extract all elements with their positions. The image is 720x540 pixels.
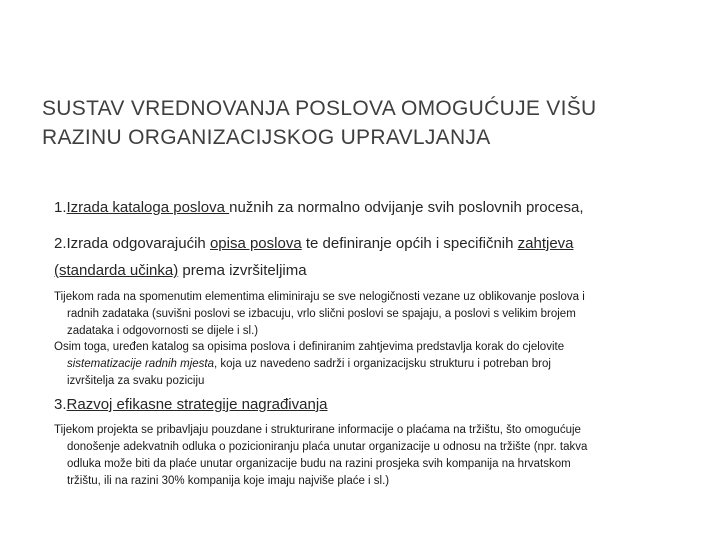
paragraph-2: [54, 339, 664, 390]
paragraph-1: [54, 289, 664, 340]
item1-link-katalog[interactable]: Izrada kataloga poslova: [66, 199, 230, 216]
p1-line-1: Tijekom rada na spomenutim elementima eliminiraju se sve nelogičnosti vezane uz oblikovanje poslova i: [54, 291, 585, 303]
p1-line-3: zadataka i odgovornosti se dijele i sl.): [67, 325, 259, 337]
list-item-2-cont: [54, 262, 674, 279]
item2-link-opis-poslova[interactable]: opisa poslova: [209, 235, 302, 252]
p3-line-3: odluka može biti da plaće unutar organizacije budu na razini prosjeka svih kompanija na hrvatskom: [67, 458, 571, 470]
item2-text-a: 2.Izrada odgovarajućih: [54, 235, 210, 252]
item2-text-b: te definiranje općih i specifičnih: [301, 235, 518, 252]
p3-line-4: tržištu, ili na razini 30% kompanija koje imaju najviše plaće i sl.): [67, 475, 390, 487]
item1-text: nužnih za normalno odvijanje svih poslovnih procesa,: [229, 199, 584, 216]
p2-italic-term: sistematizacije radnih mjesta: [67, 358, 215, 370]
slide-title: [42, 94, 702, 152]
p2-line-3: izvršitelja za svaku poziciju: [67, 375, 205, 387]
item3-number: 3.: [54, 396, 67, 413]
p2-line-1: Osim toga, uređen katalog sa opisima poslova i definiranim zahtjevima predstavlja korak do cjelovite: [54, 341, 565, 353]
list-item-3: [54, 396, 674, 413]
p1-line-2: radnih zadataka (suvišni poslovi se izbacuju, vrlo slični poslovi se spajaju, a poslovi s velikim brojem: [67, 308, 576, 320]
title-line-1: SUSTAV VREDNOVANJA POSLOVA OMOGUĆUJE VIŠU: [42, 97, 597, 120]
item1-number: 1.: [54, 199, 67, 216]
p2-line-2-rest: , koja uz navedeno sadrži i organizacijsku strukturu i potreban broj: [214, 358, 551, 370]
item3-link-nagradjivanje[interactable]: Razvoj efikasne strategije nagrađivanja: [66, 396, 328, 413]
item2-text-c: prema izvršiteljima: [178, 262, 307, 279]
p2-line-2: [54, 356, 664, 373]
item2-link-standarda[interactable]: (standarda učinka): [54, 262, 179, 279]
title-line-2: RAZINU ORGANIZACIJSKOG UPRAVLJANJA: [42, 126, 491, 149]
paragraph-3: [54, 422, 664, 490]
list-item-2: [54, 235, 674, 252]
p3-line-2: donošenje adekvatnih odluka o pozicioniranju plaća unutar organizacije u odnosu na tržište (npr. takva: [67, 441, 588, 453]
p3-line-1: Tijekom projekta se pribavljaju pouzdane i strukturirane informacije o plaćama na tržištu, što omogućuje: [54, 424, 581, 436]
list-item-1: [54, 199, 674, 216]
item2-link-zahtjeva[interactable]: zahtjeva: [517, 235, 574, 252]
